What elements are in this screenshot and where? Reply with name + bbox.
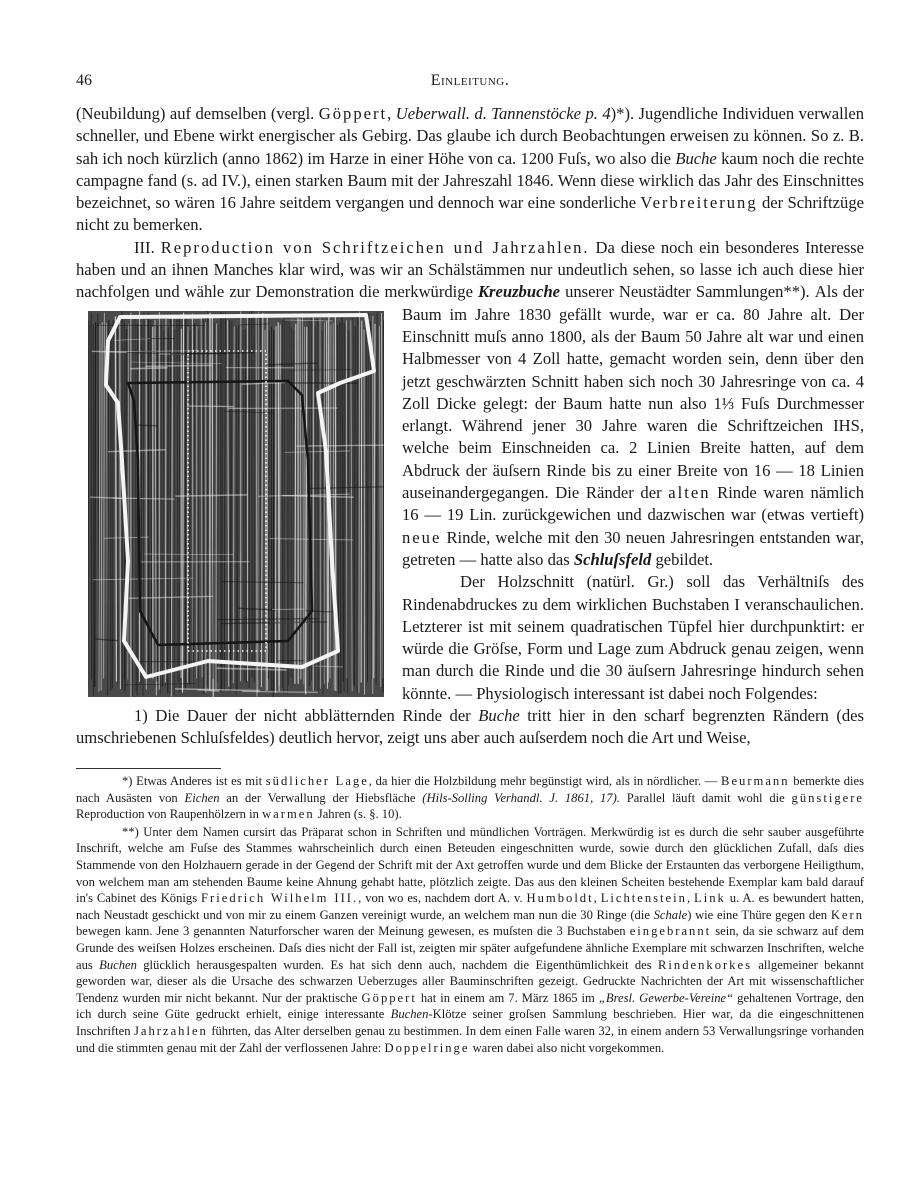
page-number: 46 <box>76 72 92 89</box>
reference: Ueberwall. d. Tannenstöcke p. 4 <box>395 104 611 123</box>
footnote-1: *) Etwas Anderes ist es mit südlicher Lage, da hier die Holzbildung mehr begünstigt wird, als in nördlicher. — Beurmann bemerkte dies nach Ausästen von Eichen an der Verwallung der Hiebsfläche (Hils-Solling Verhandl. J. 1861, 17). Parallel läuft damit wohl die günstigere Reproduction von Raupenhölzern in warmen Jahren (s. §. 10). <box>76 774 865 822</box>
species-name: Buche <box>675 148 717 168</box>
species-name: Kreuzbuche <box>477 282 561 302</box>
paragraph-1: (Neubildung) auf demselben (vergl. Göppert, Ueberwall. d. Tannenstöcke p. 4)*). Jugendliche Individuen verwallen schneller, und Ebene wirkt energischer als Gebirg. Das glaube ich durch Beobachtungen erweisen zu können. So z. B. sah ich noch kürzlich (anno 1862) im Harze in einer Höhe von ca. 1200 Fuſs, wo also die Buche kaum noch die rechte campagne fand (s. ad IV.), einen starken Baum mit der Jahreszahl 1846. Wenn diese wirklich das Jahr des Einschnittes bezeichnet, so wären 16 Jahre seitdem vergangen und dennoch war eine sonderliche Verbreiterung der Schriftzüge nicht zu bemerken. <box>76 104 865 235</box>
woodcut-image <box>88 311 384 697</box>
running-head: Einleitung. <box>430 72 510 89</box>
page-header <box>76 72 864 94</box>
paragraph-4: 1) Die Dauer der nicht abblätternden Rinde der Buche tritt hier in den scharf begrenzten Rändern (des umschriebenen Schluſsfeldes) deutlich hervor, zeigt uns aber auch auſserdem noch die Art und Weise, <box>76 706 864 748</box>
footnotes <box>76 773 864 1056</box>
spaced-term: neue <box>402 527 442 547</box>
term: Schluſsfeld <box>573 549 652 569</box>
paragraph-3: Der Holzschnitt (natürl. Gr.) soll das Verhältniſs des Rindenabdruckes zu dem wirklichen Buchstaben I veranschaulichen. Letzterer ist mit seinem quadratischen Tüpfel hier durchpunktirt: er würde die Gröſse, Form und Lage zum Abdruck genau zeigen, wenn man durch die Rinde und die 30 äuſsern Jahresringe hindurch sehen könnte. — Physiologisch interessant ist dabei noch Folgendes: <box>402 572 864 703</box>
footnote-divider <box>76 768 221 769</box>
footnote-2: **) Unter dem Namen cursirt das Präparat schon in Schriften und mündlichen Vorträgen. Merkwürdig ist es durch die sehr sauber ausgeführte Inschrift, welche am Fuſse des Stammes wahrscheinlich durch einen Beteuden eingeschnitten wurde, sowie durch den glücklichen Zufall, daſs dies Stammende von den Holzhauern gerade in der Gegend der Schrift mit der Axt getroffen wurde und dem Blicke der Erstaunten das verborgene Heiligthum, von welchem man am stehenden Baume keine Ahnung gehabt hatte, plötzlich zeigte. Das aus den kleinen Scheiten bestehende Exemplar kam bald darauf in's Cabinet des Königs Friedrich Wilhelm III., von wo es, nachdem dort A. v. Humboldt, Lichtenstein, Link u. A. es bewundert hatten, nach Neustadt geschickt und von mir zu einem Ganzen vereinigt wurde, an welchem man nun die 30 Ringe (die Schale) wie eine Thüre gegen den Kern bewegen kann. Jene 3 genannten Naturforscher waren der Meinung gewesen, es muſsten die 3 Buchstaben eingebrannt sein, da sie schwarz auf dem Grunde des weiſsen Holzes erscheinen. Daſs dies nicht der Fall ist, zeigten mir später aufgefundene ähnliche Exemplare mit schwarzen Inschriften, welche aus Buchen glücklich herausgespalten wurden. Es hat sich denn auch, nachdem die Eigenthümlichkeit des Rindenkorkes allgemeiner bekannt geworden war, dieser als die Ursache des schwarzen Ueberzuges aller Bauminschriften gezeigt. Gedruckte Nachrichten der Art mit wissenschaftlicher Tendenz wurden mir nicht bekannt. Nur der praktische Göppert hat in einem am 7. März 1865 im „Bresl. Gewerbe-Vereine“ gehaltenen Vortrage, den ich durch seine Güte gedruckt erhielt, einige interessante Buchen-Klötze seiner groſsen Sammlung beschrieben. Hier war, da die eingeschnittenen Inschriften Jahrzahlen führten, das Alter derselben genau zu bestimmen. In dem einen Falle waren 32, in einem andern 53 Verwallungsringe vorhanden und die stimmten genau mit der Zahl der verflossenen Jahre: Doppelringe waren dabei also nicht vorgekommen. <box>76 824 865 1055</box>
section-heading: Reproduction von Schriftzeichen und Jahrzahlen. <box>160 237 590 257</box>
species-name: Buche <box>478 706 520 726</box>
main-text <box>76 103 864 750</box>
spaced-term: Verbreiterung <box>640 193 758 213</box>
bark-woodcut-figure <box>88 311 384 697</box>
author-name: Göppert <box>318 104 388 123</box>
paragraph-2: III. Reproduction von Schriftzeichen und Jahrzahlen. Da diese noch ein besonderes Interesse haben und an ihnen Manches klar wird, was wir an Schälstämmen nur undeutlich sehen, so lasse ich auch diese hier nachfolgen und wähle zur Demonstration die merkwürdige Kreuzbuche unserer Neustädter Sammlungen**). Als der Baum im Jahre 1830 gefällt wurde, war er ca. 80 Jahre alt. Der Einschnitt muſs anno 1800, als der Baum 50 Jahre alt war und einen Halbmesser von 4 Zoll hatte, gemacht worden sein, denn über den jetzt geschwärzten Schnitt haben sich noch 30 Jahresringe von ca. 4 Zoll Dicke gelegt: der Baum hatte nun also 1⅓ Fuſs Durchmesser erlangt. Während jener 30 Jahre waren die Schriftzeichen IHS, welche beim Einschneiden ca. 2 Linien Breite hatten, auf dem Abdruck der äuſsern Rinde bis zu einer Breite von 16 — 18 Linien auseinandergegangen. Die Ränder der alten Rinde waren nämlich 16 — 19 Lin. zurückgewichen und dazwischen war (etwas vertieft) neue Rinde, welche mit den 30 neuen Jahresringen entstanden war, getreten — hatte also das Schluſsfeld gebildet. <box>76 237 864 571</box>
spaced-term: alten <box>668 483 711 503</box>
